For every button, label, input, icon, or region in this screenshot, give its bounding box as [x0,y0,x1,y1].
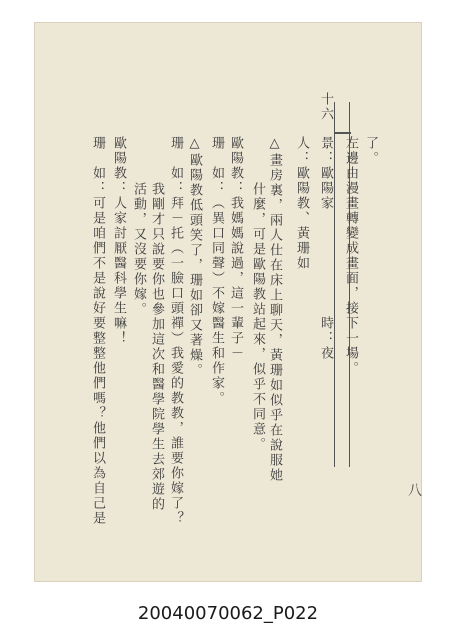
script-page [34,22,422,582]
text-column-11: 珊 如：拜－托（一臉口頭禪）我愛的教教，誰要你嫁了？ [168,136,183,526]
page-number: 八 [408,483,422,499]
text-column-15: 珊 如：可是咱們不是說好要整整他們嗎？他們以為自己是 [90,136,105,526]
scene-setting: 景：歐陽家 時：夜 [318,136,333,361]
scene-heading-divider [334,132,351,134]
text-column-2: 左邊由漫畫轉變成畫面，接下一場。 [343,136,358,376]
image-caption: 20040070062_P022 [137,603,319,624]
scene-characters: 人：歐陽教、黃珊如 [294,136,309,271]
text-column-12: 我剛才只說要你也參加這次和醫學院學生去郊遊的 [149,182,164,512]
text-column-10: △歐陽教低頭笑了，珊如卻又著燥。 [187,136,202,378]
text-column-6: △畫房裏，兩人仕在床上聊天，黃珊如似乎在說服她 [267,136,282,483]
text-column-9: 珊 如：（異口同聲）不嫁醫生和作家。 [209,136,224,406]
text-column-7: 什麼，可是歐陽教站起來，似乎不同意。 [250,182,265,452]
scene-number: 十六 [318,92,333,122]
text-column-8: 歐陽教：我媽媽說過，這一輩子－ [228,136,243,361]
text-column-14: 歐陽教：人家討厭醫科學生嘛！ [111,136,126,346]
text-column-13: 活動，又沒要你嫁。 [131,182,146,317]
text-column-1: 了。 [363,136,378,166]
